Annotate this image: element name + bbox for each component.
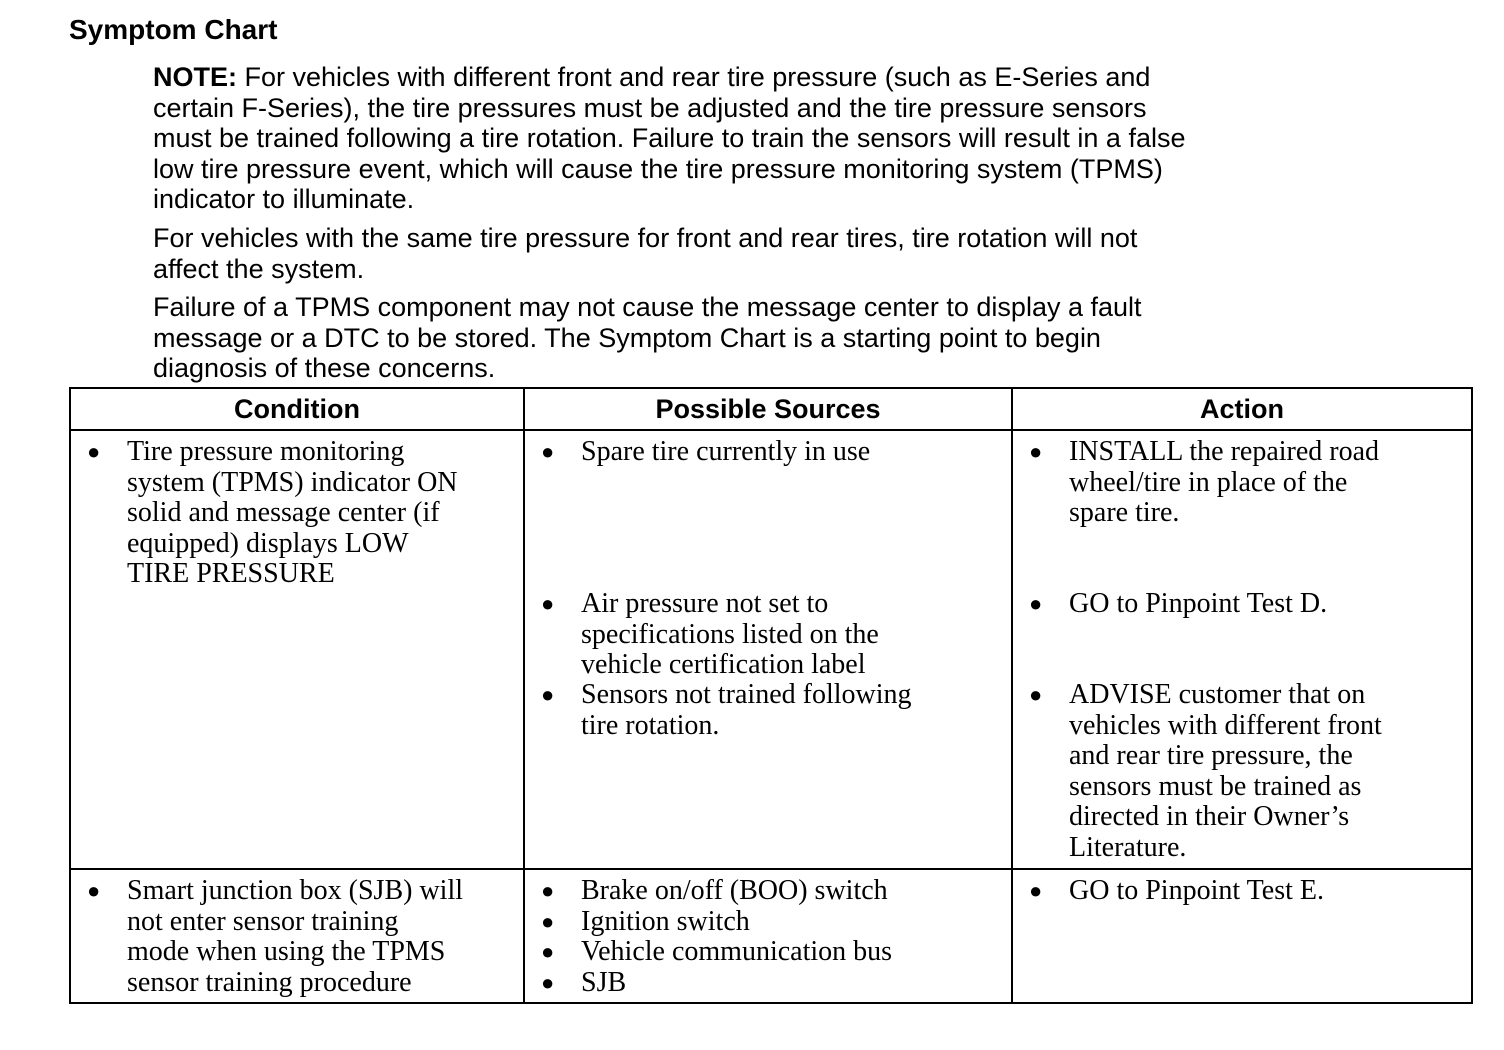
condition-cell bbox=[70, 430, 524, 869]
source-text: Sensors not trained following tire rotation. bbox=[581, 679, 912, 741]
action-text: INSTALL the repaired road wheel/tire in place of the spare tire. bbox=[1069, 436, 1380, 529]
table-row bbox=[70, 869, 1472, 1003]
action-text: GO to Pinpoint Test D. bbox=[1069, 588, 1328, 619]
list-item bbox=[79, 876, 515, 998]
source-text: SJB bbox=[581, 966, 627, 998]
action-cell bbox=[1012, 869, 1472, 1003]
source-text: Air pressure not set to specifications listed on the vehicle certification label bbox=[581, 588, 879, 681]
note-text-1: For vehicles with different front and rear tire pressure (such as E-Series and certain F-Series), the tire pressures must be adjusted and the tire pressure sensors must be trained following a tire rotation. Failure to train the sensors will result in a false low tire pressure event, which will cause the tire pressure monitoring system (TPMS) indicator to illuminate. bbox=[153, 62, 1186, 215]
note-paragraph-2: For vehicles with the same tire pressure for front and rear tires, tire rotation will not affect the system. bbox=[153, 222, 1138, 284]
bullet-icon: ● bbox=[541, 682, 555, 707]
list-item bbox=[1021, 876, 1463, 907]
list-item bbox=[1021, 437, 1463, 589]
bullet-icon: ● bbox=[541, 969, 555, 995]
bullet-icon: ● bbox=[1029, 878, 1043, 903]
note-label: NOTE: bbox=[153, 62, 237, 92]
bullet-icon: ● bbox=[541, 591, 555, 616]
bullet-icon: ● bbox=[541, 939, 555, 965]
bullet-icon: ● bbox=[87, 878, 101, 903]
list-item bbox=[1021, 680, 1463, 864]
source-text: Brake on/off (BOO) switch bbox=[581, 875, 888, 906]
header-action: Action bbox=[1012, 388, 1472, 430]
list-item bbox=[1021, 589, 1463, 680]
bullet-icon: ● bbox=[1029, 591, 1043, 616]
source-text: Spare tire currently in use bbox=[581, 436, 871, 467]
header-possible-sources: Possible Sources bbox=[524, 388, 1012, 430]
section-heading: Symptom Chart bbox=[69, 14, 278, 45]
list-item bbox=[533, 907, 1003, 938]
sources-cell bbox=[524, 869, 1012, 1003]
list-item bbox=[533, 937, 1003, 968]
list-item bbox=[79, 437, 515, 590]
source-text: Ignition switch bbox=[581, 905, 750, 937]
action-text: GO to Pinpoint Test E. bbox=[1069, 875, 1324, 906]
bullet-icon: ● bbox=[541, 878, 555, 903]
list-item bbox=[533, 437, 1003, 589]
condition-text: Smart junction box (SJB) will not enter sensor training mode when using the TPMS sensor training procedure bbox=[127, 875, 463, 998]
note-paragraph-1 bbox=[153, 62, 1443, 215]
list-item bbox=[533, 968, 1003, 999]
action-text: ADVISE customer that on vehicles with different front and rear tire pressure, the sensors must be trained as directed in their Owner’s Literature. bbox=[1069, 679, 1382, 863]
bullet-icon: ● bbox=[1029, 682, 1043, 707]
condition-text: Tire pressure monitoring system (TPMS) indicator ON solid and message center (if equipped) displays LOW TIRE PRESSURE bbox=[127, 436, 458, 590]
symptom-table bbox=[69, 387, 1473, 1004]
source-text: Vehicle communication bus bbox=[581, 936, 893, 968]
bullet-icon: ● bbox=[541, 908, 555, 934]
list-item bbox=[533, 876, 1003, 907]
list-item bbox=[533, 680, 1003, 741]
list-item bbox=[533, 589, 1003, 680]
note-paragraph-3: Failure of a TPMS component may not cause the message center to display a fault message or a DTC to be stored. The Symptom Chart is a starting point to begin diagnosis of these concerns. bbox=[153, 292, 1142, 384]
condition-cell bbox=[70, 869, 524, 1003]
note-block bbox=[153, 62, 1443, 392]
bullet-icon: ● bbox=[541, 439, 555, 464]
table-header-row bbox=[70, 388, 1472, 430]
bullet-icon: ● bbox=[1029, 439, 1043, 464]
header-condition: Condition bbox=[70, 388, 524, 430]
action-cell bbox=[1012, 430, 1472, 869]
sources-cell bbox=[524, 430, 1012, 869]
table-row bbox=[70, 430, 1472, 869]
bullet-icon: ● bbox=[87, 439, 101, 464]
